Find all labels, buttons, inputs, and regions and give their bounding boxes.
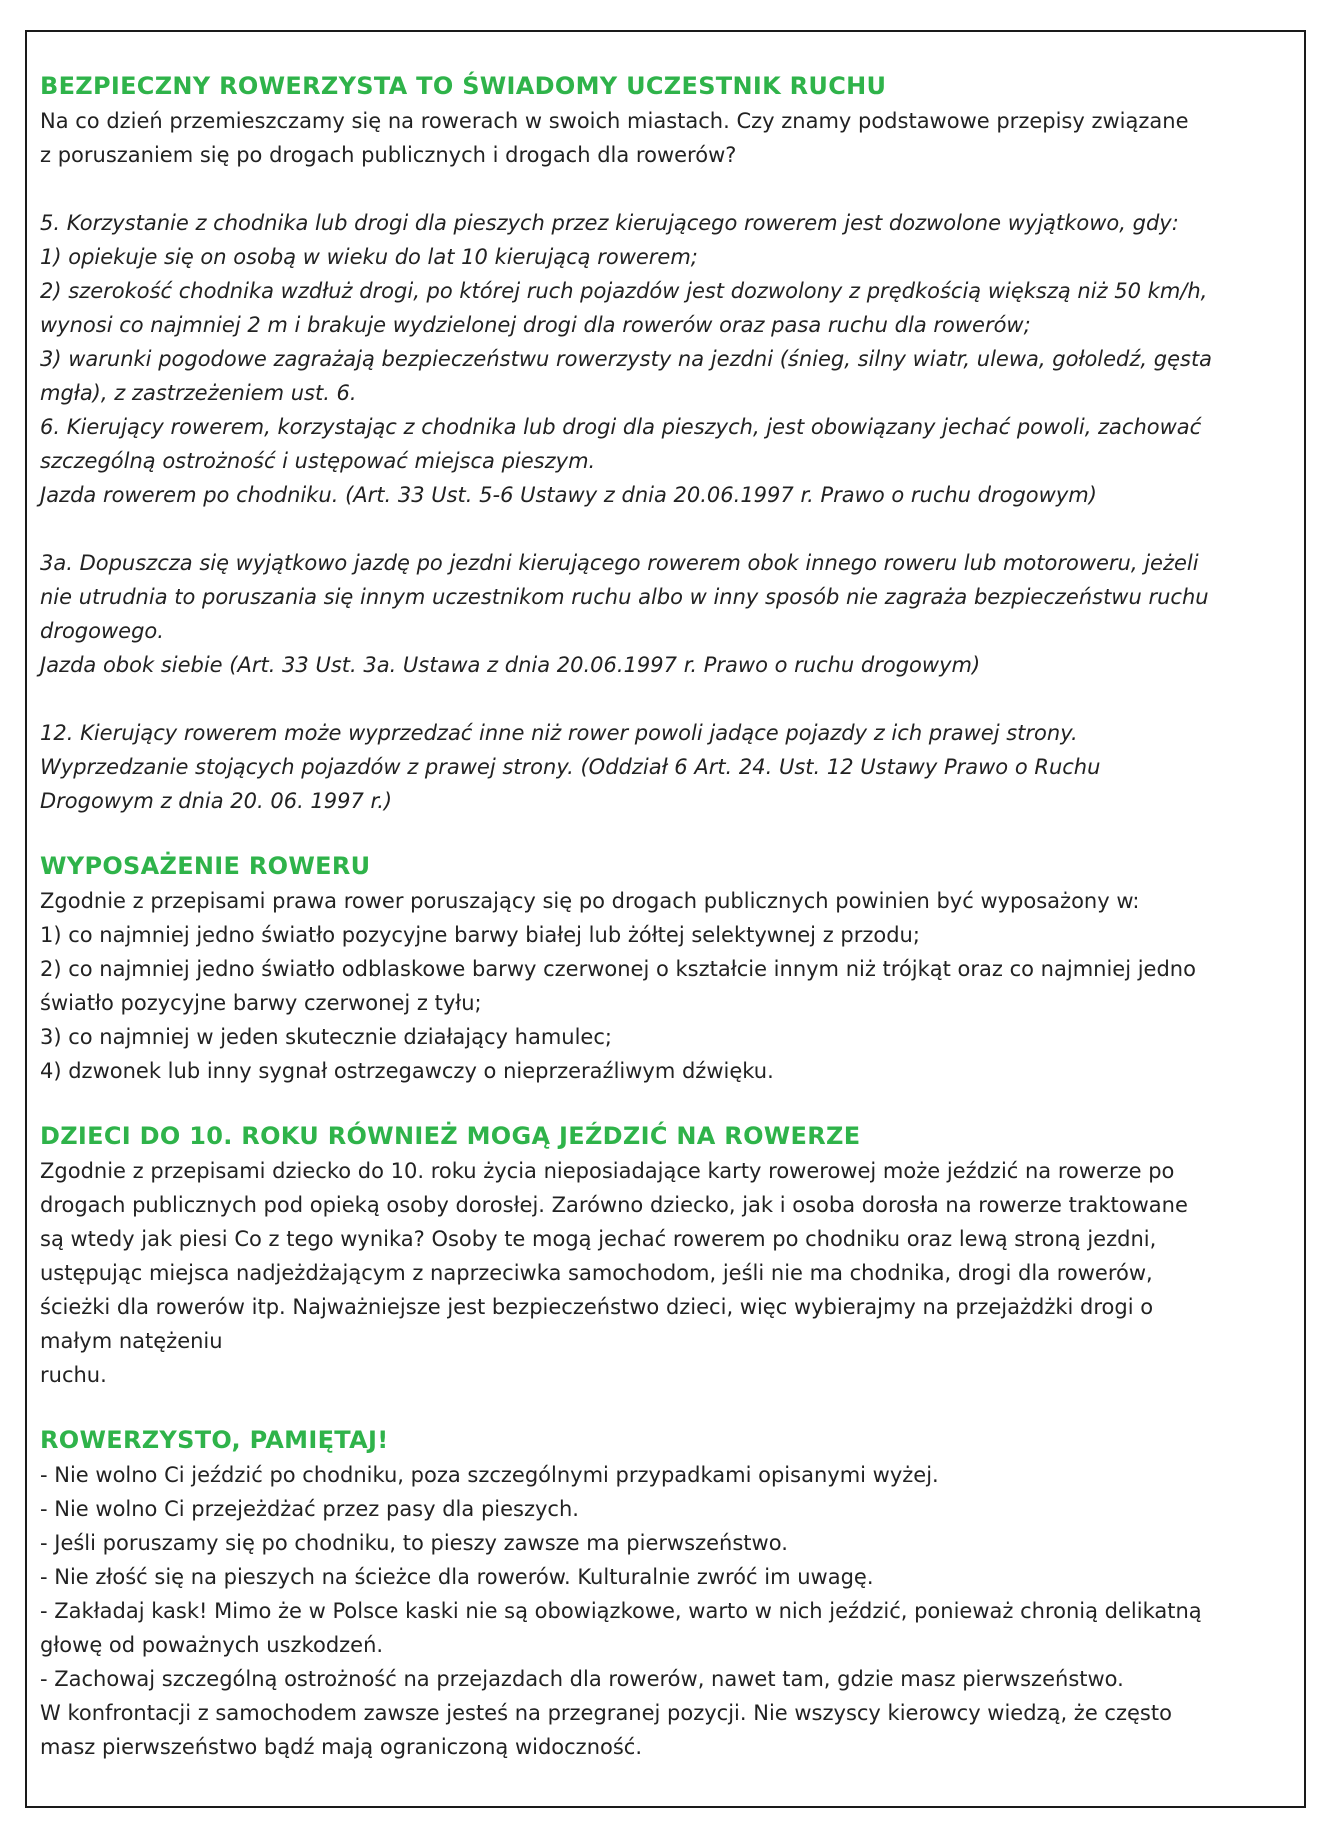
list-item: - Nie wolno Ci jeździć po chodniku, poza szczególnymi przypadkami opisanymi wyżej. <box>40 1463 939 1487</box>
paragraph-line: są wtedy jak piesi Co z tego wynika? Osoby te mogą jechać rowerem po chodniku oraz lewą stroną jezdni, <box>40 1227 1157 1251</box>
law-line: nie utrudnia to poruszania się innym uczestnikom ruchu albo w inny sposób nie zagraża bezpieczeństwu ruchu <box>40 585 1209 609</box>
paragraph-line: Na co dzień przemieszczamy się na rowerach w swoich miastach. Czy znamy podstawowe przepisy związane <box>40 109 1189 133</box>
section-heading-children: DZIECI DO 10. ROKU RÓWNIEŻ MOGĄ JEŹDZIĆ NA ROWERZE <box>40 1122 861 1150</box>
list-item: 3) co najmniej w jeden skutecznie działający hamulec; <box>40 1025 612 1049</box>
list-item: - Zakładaj kask! Mimo że w Polsce kaski nie są obowiązkowe, warto w nich jeździć, ponieważ chronią delikatną <box>40 1599 1202 1623</box>
list-item: głowę od poważnych uszkodzeń. <box>40 1633 384 1657</box>
section-heading-bike-equipment: WYPOSAŻENIE ROWERU <box>40 852 371 880</box>
section-heading-safe-cyclist: BEZPIECZNY ROWERZYSTA TO ŚWIADOMY UCZESTNIK RUCHU <box>40 72 887 100</box>
law-line: 3) warunki pogodowe zagrażają bezpieczeństwu rowerzysty na jezdni (śnieg, silny wiatr, ulewa, gołoledź, gęsta <box>40 347 1213 371</box>
law-citation: Jazda obok siebie (Art. 33 Ust. 3a. Ustawa z dnia 20.06.1997 r. Prawo o ruchu drogowym) <box>40 653 981 677</box>
paragraph-line: Zgodnie z przepisami dziecko do 10. roku życia nieposiadające karty rowerowej może jeździć na rowerze po <box>40 1159 1175 1183</box>
paragraph-line: z poruszaniem się po drogach publicznych i drogach dla rowerów? <box>40 143 737 167</box>
paragraph-line: drogach publicznych pod opieką osoby dorosłej. Zarówno dziecko, jak i osoba dorosła na rowerze traktowane <box>40 1193 1188 1217</box>
document-body <box>40 68 1290 1764</box>
law-line: szczególną ostrożność i ustępować miejsca pieszym. <box>40 449 596 473</box>
list-item: 4) dzwonek lub inny sygnał ostrzegawczy o nieprzeraźliwym dźwięku. <box>40 1059 774 1083</box>
law-line: 1) opiekuje się on osobą w wieku do lat 10 kierującą rowerem; <box>40 245 698 269</box>
law-line: 6. Kierujący rowerem, korzystając z chodnika lub drogi dla pieszych, jest obowiązany jechać powoli, zachować <box>40 415 1202 439</box>
paragraph-line: ustępując miejsca nadjeżdżającym z naprzeciwka samochodom, jeśli nie ma chodnika, drogi dla rowerów, <box>40 1261 1153 1285</box>
list-item: - Nie złość się na pieszych na ścieżce dla rowerów. Kulturalnie zwróć im uwagę. <box>40 1565 874 1589</box>
paragraph-line: małym natężeniu <box>40 1329 223 1353</box>
paragraph-line: Zgodnie z przepisami prawa rower poruszający się po drogach publicznych powinien być wyposażony w: <box>40 889 1140 913</box>
law-line: 2) szerokość chodnika wzdłuż drogi, po której ruch pojazdów jest dozwolony z prędkością większą niż 50 km/h, <box>40 279 1208 303</box>
law-line: wynosi co najmniej 2 m i brakuje wydzielonej drogi dla rowerów oraz pasa ruchu dla rowerów; <box>40 313 1031 337</box>
law-line: drogowego. <box>40 619 164 643</box>
law-citation: Jazda rowerem po chodniku. (Art. 33 Ust. 5-6 Ustawy z dnia 20.06.1997 r. Prawo o ruchu drogowym) <box>40 483 1097 507</box>
section-heading-remember: ROWERZYSTO, PAMIĘTAJ! <box>40 1426 389 1454</box>
list-item: 1) co najmniej jedno światło pozycyjne barwy białej lub żółtej selektywnej z przodu; <box>40 923 920 947</box>
law-line: 5. Korzystanie z chodnika lub drogi dla pieszych przez kierującego rowerem jest dozwolone wyjątkowo, gdy: <box>40 211 1179 235</box>
paragraph-line: masz pierwszeństwo bądź mają ograniczoną widoczność. <box>40 1735 643 1759</box>
list-item: - Nie wolno Ci przejeżdżać przez pasy dla pieszych. <box>40 1497 579 1521</box>
paragraph-line: ruchu. <box>40 1363 107 1387</box>
law-line: mgła), z zastrzeżeniem ust. 6. <box>40 381 357 405</box>
list-item: światło pozycyjne barwy czerwonej z tyłu; <box>40 991 482 1015</box>
law-citation: Drogowym z dnia 20. 06. 1997 r.) <box>40 789 393 813</box>
law-line: 3a. Dopuszcza się wyjątkowo jazdę po jezdni kierującego rowerem obok innego roweru lub motoroweru, jeżeli <box>40 551 1199 575</box>
law-citation: Wyprzedzanie stojących pojazdów z prawej strony. (Oddział 6 Art. 24. Ust. 12 Ustawy Prawo o Ruchu <box>40 755 1101 779</box>
paragraph-line: W konfrontacji z samochodem zawsze jesteś na przegranej pozycji. Nie wszyscy kierowcy wiedzą, że często <box>40 1701 1172 1725</box>
list-item: 2) co najmniej jedno światło odblaskowe barwy czerwonej o kształcie innym niż trójkąt oraz co najmniej jedno <box>40 957 1196 981</box>
list-item: - Jeśli poruszamy się po chodniku, to pieszy zawsze ma pierwszeństwo. <box>40 1531 788 1555</box>
list-item: - Zachowaj szczególną ostrożność na przejazdach dla rowerów, nawet tam, gdzie masz pierwszeństwo. <box>40 1667 1124 1691</box>
law-line: 12. Kierujący rowerem może wyprzedzać inne niż rower powoli jadące pojazdy z ich prawej strony. <box>40 721 1078 745</box>
paragraph-line: ścieżki dla rowerów itp. Najważniejsze jest bezpieczeństwo dzieci, więc wybierajmy na przejażdżki drogi o <box>40 1295 1154 1319</box>
